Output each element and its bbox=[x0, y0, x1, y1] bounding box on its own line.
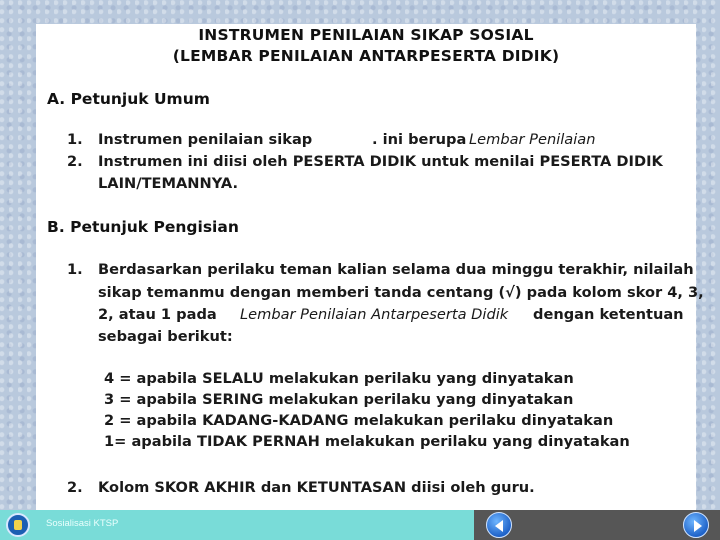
section-b-item1-line4: sebagai berikut: bbox=[98, 328, 233, 345]
slide-footer bbox=[0, 510, 720, 540]
arrow-left-icon bbox=[493, 519, 507, 533]
section-a-item1-part1: Instrumen penilaian sikap bbox=[98, 131, 313, 148]
section-a-item1-part2: . ini berupa bbox=[372, 131, 467, 148]
next-slide-button[interactable] bbox=[683, 512, 709, 538]
score-rule-1: 1= apabila TIDAK PERNAH melakukan perilaku yang dinyatakan bbox=[104, 433, 630, 450]
section-b-item1-line3-a: 2, atau 1 pada bbox=[98, 306, 217, 323]
document-title-line2: (LEMBAR PENILAIAN ANTARPESERTA DIDIK) bbox=[172, 47, 560, 65]
section-b-item1-line1: Berdasarkan perilaku teman kalian selama dua minggu terakhir, nilailah bbox=[98, 261, 694, 278]
overlay-sosial bbox=[318, 131, 324, 133]
score-rule-4: 4 = apabila SELALU melakukan perilaku yang dinyatakan bbox=[104, 370, 574, 387]
document-page bbox=[36, 24, 704, 510]
previous-slide-button[interactable] bbox=[486, 512, 512, 538]
section-a-item2-number: 2. bbox=[67, 153, 83, 170]
footer-left-bar bbox=[0, 510, 474, 540]
section-a-heading: A. Petunjuk Umum bbox=[47, 90, 210, 108]
section-b-item1-number: 1. bbox=[67, 261, 83, 278]
section-b-item1-line2: sikap temanmu dengan memberi tanda centang (√) pada kolom skor 4, 3, bbox=[98, 284, 704, 301]
section-b-item2-text: Kolom SKOR AKHIR dan KETUNTASAN diisi oleh guru. bbox=[98, 479, 535, 496]
tut-wuri-handayani-logo-icon bbox=[6, 513, 30, 537]
score-rule-2: 2 = apabila KADANG-KADANG melakukan perilaku dinyatakan bbox=[104, 412, 614, 429]
section-a-item1-number: 1. bbox=[67, 131, 83, 148]
section-b-heading: B. Petunjuk Pengisian bbox=[47, 218, 239, 236]
footer-right-bar bbox=[474, 510, 720, 540]
overlay-antar-p-didik bbox=[602, 129, 606, 131]
section-b-item1-line3-italic: Lembar Penilaian Antarpeserta Didik bbox=[240, 306, 509, 323]
section-b-item1-line3-b: dengan ketentuan bbox=[533, 306, 684, 323]
score-rule-3: 3 = apabila SERING melakukan perilaku yang dinyatakan bbox=[104, 391, 574, 408]
section-b-item2-number: 2. bbox=[67, 479, 83, 496]
section-a-item1-italic: Lembar Penilaian bbox=[469, 131, 596, 148]
document-title-line1: INSTRUMEN PENILAIAN SIKAP SOSIAL bbox=[198, 26, 534, 44]
section-a-item2-line1: Instrumen ini diisi oleh PESERTA DIDIK untuk menilai PESERTA DIDIK bbox=[98, 153, 663, 170]
section-a-item2-line2: LAIN/TEMANNYA. bbox=[98, 175, 239, 192]
arrow-right-icon bbox=[690, 519, 704, 533]
footer-label: Sosialisasi KTSP bbox=[46, 518, 119, 529]
